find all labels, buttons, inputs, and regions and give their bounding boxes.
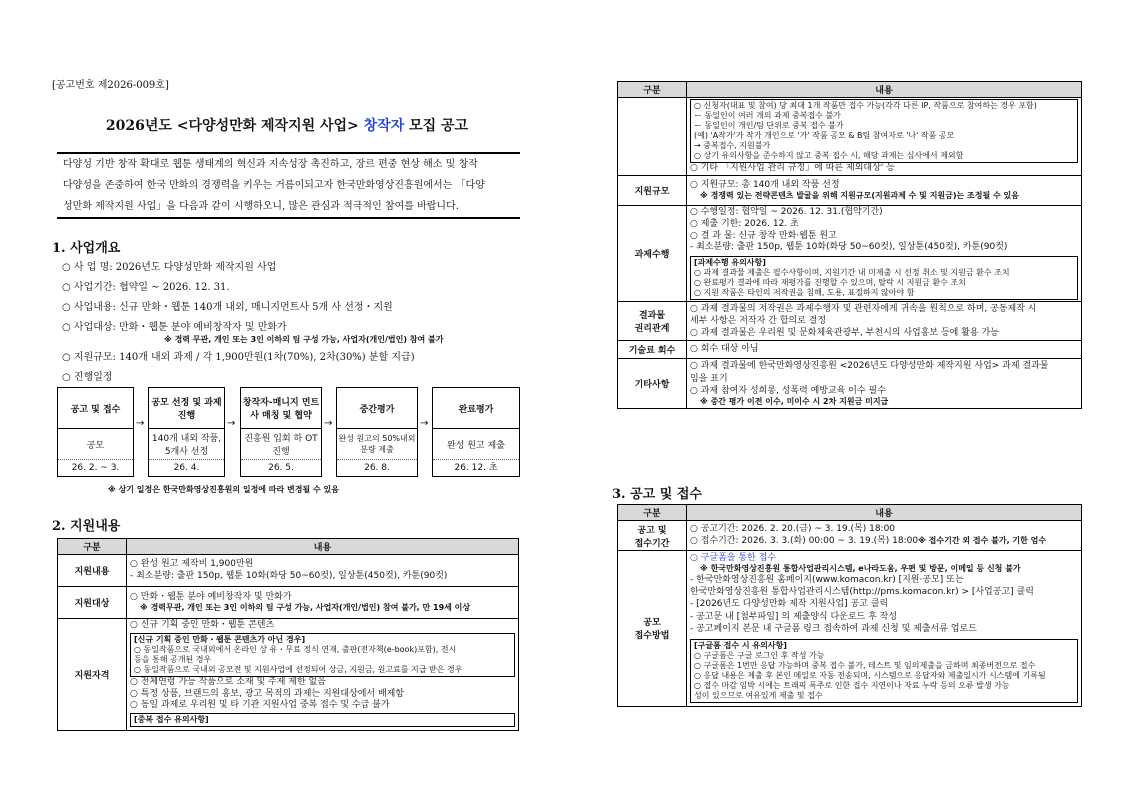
note-line: 등을 통해 공개된 경우 [134, 655, 212, 665]
flow-step-title: 완료평가 [433, 388, 519, 429]
flow-step [148, 387, 225, 477]
intro-box [57, 152, 520, 219]
application-table [617, 504, 1082, 707]
note-line: ○ 구글폼은 구글 로그인 후 작성 가능 [694, 650, 825, 660]
note-line: → 중복접수, 지원불가 [694, 141, 771, 150]
flow-step-body: 진흥원 입회 하 OT 진행 [241, 429, 321, 460]
title-highlight: 창작자 [363, 118, 405, 134]
note-line: ー 동일인이 개인/팀 단위로 중복 접수 불가 [694, 121, 844, 130]
col-header: 내용 [127, 539, 519, 555]
note-box [130, 713, 515, 727]
row-label-line: 권리관계 [634, 324, 670, 335]
note-box [690, 639, 1078, 703]
cell-line: 한국만화영상진흥원 통합사업관리시스템(http://pms.komacon.kr) > [사업공고] 클릭 [690, 587, 1034, 598]
note-line: ○ 동일작품으로 국내외에서 온라인 상 유・무료 정식 연재, 출판(전자책(e-book)포함), 전시 [134, 645, 457, 655]
overview-item: ○ 지원규모: 140개 내외 과제 / 각 1,900만원(1차(70%), 2차(30%) 분할 지급) [62, 352, 415, 363]
notice-number: [공고번호 제2026-009호] [52, 80, 169, 91]
overview-item: ○ 사업기간: 협약일 ~ 2026. 12. 31. [62, 282, 230, 293]
flow-step-body: 완성 원고 제출 [433, 429, 519, 460]
cell-line: ○ 과제 결과물에 한국만화영상진흥원 <2026년도 다양성만화 제작지원 사업> 과제 결과물 [690, 361, 1049, 372]
flow-step-title: 공고 및 접수 [58, 388, 133, 429]
cell-line: 세부 사항은 저작자 간 합의로 결정 [690, 316, 827, 327]
flow-step [336, 387, 418, 477]
intro-bottom-rule [57, 217, 520, 219]
cell-line: ○ 공고기간: 2026. 2. 20.(금) ~ 3. 19.(목) 18:00 [690, 524, 896, 535]
row-label-line: 공고 및 [637, 525, 667, 536]
note-box-title: [신규 기획 중인 만화・웹툰 콘텐츠가 아닌 경우] [134, 635, 306, 645]
note-line: ○ 지원 작품은 타인의 저작권을 침해, 도용, 표절하지 않아야 함 [694, 288, 915, 297]
section1-list-2 [62, 348, 415, 388]
note-line: 성이 있으므로 여유있게 제출 및 접수 [694, 690, 823, 700]
requirements-table [617, 81, 1082, 409]
flow-step-date: 26. 5. [268, 463, 294, 473]
col-header: 구분 [58, 539, 127, 555]
arrow-right-icon: → [420, 418, 429, 429]
flow-step-title: 공모 선정 및 과제 진행 [149, 388, 224, 429]
arrow-right-icon: → [324, 418, 333, 429]
row-label: 과제수행 [618, 206, 687, 302]
row-label-line: 공모 [643, 618, 661, 629]
note-box-title: [과제수행 유의사항] [694, 258, 766, 267]
cell-line: - 최소분량: 출판 150p, 웹툰 10화(화당 50~60컷), 일상툰(450컷), 카툰(90컷) [690, 242, 1008, 253]
row-label: 기술료 회수 [618, 341, 687, 359]
row-label-line: 접수방법 [634, 631, 670, 642]
cell-line: ○ 만화・웹툰 분야 예비창작자 및 만화가 [130, 591, 292, 602]
cell-text: ○ 접수기간: 2026. 3. 3.(화) 00:00 ~ 3. 19.(목) 18:00 [690, 535, 919, 546]
flow-step [57, 387, 134, 477]
overview-note: ※ 경력 무관, 개인 또는 3인 이하의 팀 구성 가능, 사업자(개인/법인) 참여 불가 [164, 335, 444, 344]
cell-line: ○ 기타 「지원사업 관리 규정」에 따른 제외대상' 등 [690, 163, 895, 173]
flow-step-body: 공모 [58, 429, 133, 460]
note-line: (예) 'A작가'가 작가 개인으로 '가' 작품 공모 & B팀 참여자로 '나' 작품 공모 [694, 131, 955, 140]
section2-heading: 2. 지원내용 [52, 519, 121, 534]
cell-line: ○ 신규 기획 중인 만화・웹툰 콘텐츠 [130, 620, 275, 630]
row-label-line: 접수기간 [634, 538, 670, 549]
row-label: 지원자격 [58, 619, 127, 731]
title-part2: 모집 공고 [409, 118, 469, 134]
section3-heading: 3. 공고 및 접수 [612, 487, 702, 502]
page-title [52, 115, 522, 135]
cell-line: - 한국만화영상진흥원 홈페이지(www.komacon.kr) [지원·공모] 또는 [690, 575, 964, 586]
flow-step-date: 26. 8. [364, 463, 390, 473]
cell-line: ○ 제출 기한: 2026. 12. 초 [690, 218, 799, 229]
flow-step-body: 완성 원고의 50%내외 분량 제출 [337, 429, 417, 460]
cell-line: ○ 완성 원고 제작비 1,900만원 [130, 559, 254, 570]
overview-item: ○ 사업내용: 신규 만화・웹툰 140개 내외, 매니지먼트사 5개 사 선정・지원 [62, 302, 393, 313]
flow-step-date: 26. 12. 초 [454, 463, 498, 473]
note-line: ○ 동일작품으로 국내외 공모전 및 지원사업에 선정되어 상금, 지원금, 원고료를 지급 받은 경우 [134, 665, 463, 675]
arrow-right-icon: → [136, 418, 145, 429]
section1-heading: 1. 사업개요 [52, 241, 121, 256]
overview-item: ○ 사 업 명: 2026년도 다양성만화 제작지원 사업 [62, 262, 277, 273]
schedule-note: ※ 상기 일정은 한국만화영상진흥원의 일정에 따라 변경될 수 있음 [108, 485, 339, 494]
cell-line: ○ 지원규모: 총 140개 내외 작품 선정 [690, 180, 840, 191]
note-line: ー 동일인이 여러 개의 과제 중복접수 불가 [694, 111, 841, 120]
note-box-title: [중복 접수 유의사항] [134, 715, 209, 724]
arrow-right-icon: → [227, 418, 236, 429]
note-line: ○ 구글폼은 1번만 응답 가능하며 중복 접수 불가, 테스트 및 임의제출을 금하며 최종버전으로 접수 [694, 660, 1036, 670]
flow-step-date: 26. 4. [173, 463, 200, 473]
cell-line: ○ 과제 결과물은 우리원 및 문화체육관광부, 부천시의 사업홍보 등에 활용 가능 [690, 328, 999, 339]
cell-line: - 공고문 내 [첨부파일] 의 제출양식 다운로드 후 작성 [690, 611, 898, 622]
row-label: 지원대상 [58, 587, 127, 619]
note-box-title: [구글폼 접수 시 유의사항] [694, 640, 787, 650]
cell-line: ○ 회수 대상 아님 [687, 341, 1082, 359]
col-header: 내용 [687, 505, 1082, 521]
title-part1: 2026년도 <다양성만화 제작지원 사업> [105, 118, 359, 134]
note-line: ○ 신청자(대표 및 참여) 당 최대 1개 작품만 접수 가능(각각 다른 IP, 작품으로 참여하는 경우 포함) [694, 101, 1037, 110]
cell-line: 임을 표기 [690, 373, 728, 384]
note-box [690, 99, 1078, 163]
col-header: 구분 [618, 82, 687, 98]
cell-line: ○ 전체연령 가능 작품으로 소재 및 주제 제한 없음 [130, 677, 326, 688]
flow-step [240, 387, 322, 477]
note-line: ○ 상기 유의사항을 준수하지 않고 중복 접수 시, 해당 과제는 심사에서 제외함 [694, 151, 964, 160]
note-box [130, 633, 515, 677]
row-label: 지원내용 [58, 555, 127, 587]
flow-step-title: 중간평가 [337, 388, 417, 429]
cell-line: - 최소분량: 출판 150p, 웹툰 10화(화당 50~60컷), 일상툰(450컷), 카툰(90컷) [130, 570, 448, 581]
row-label [618, 302, 687, 341]
cell-line: ○ 과제 결과물의 저작권은 과제수행자 및 관련자에게 귀속을 원칙으로 하며, 공동제작 시 [690, 304, 1037, 314]
overview-item: ○ 사업대상: 만화・웹툰 분야 예비창작자 및 만화가 [62, 322, 287, 333]
row-label-line: 결과물 [638, 311, 666, 322]
cell-line: - 공고페이지 본문 내 구글폼 링크 접속하여 과제 신청 및 제출서류 업로드 [690, 623, 977, 634]
flow-step-body: 140개 내외 작품, 5개사 선정 [149, 429, 224, 460]
note-line: ○ 응답 내용은 제출 후 본인 메일로 자동 전송되며, 시스템으로 응답자와 제출일시가 시스템에 기록됨 [694, 670, 1046, 680]
note-line: ○ 완료평가 결과에 따라 재평가를 진행할 수 있으며, 탈락 시 지원금 환수 조치 [694, 278, 966, 287]
cell-line: ○ 특정 상품, 브랜드의 홍보, 광고 목적의 과제는 지원대상에서 배제함 [130, 688, 405, 699]
cell-note: ※ 경쟁력 있는 전략콘텐츠 발굴을 위해 지원규모(지원과제 수 및 지원금)는 조정될 수 있음 [700, 191, 1019, 201]
intro-line: 다양성 기반 창작 확대로 웹툰 생태계의 혁신과 지속성장 촉진하고, 장르 편중 현상 해소 및 창작 [63, 159, 478, 170]
row-label: 지원규모 [618, 176, 687, 206]
flow-step-date: 26. 2. ~ 3. [71, 463, 120, 473]
col-header: 구분 [618, 505, 687, 521]
overview-item: ○ 진행일정 [62, 372, 113, 383]
cell-line: ○ 결 과 물: 신규 창작 만화·웹툰 원고 [690, 230, 837, 241]
cell-line: - [2026년도 다양성만화 제작 지원사업] 공고 클릭 [690, 599, 889, 610]
note-line: ○ 과제 결과물 제출은 필수사항이며, 지원기간 내 미제출 시 선정 취소 및 지원금 환수 조치 [694, 268, 1010, 277]
flow-step [432, 387, 520, 477]
row-label [618, 551, 687, 707]
col-header: 내용 [687, 82, 1082, 98]
intro-line: 성만화 제작지원 사업」을 다음과 같이 시행하오니, 많은 관심과 적극적인 참여를 바랍니다. [63, 201, 459, 212]
note-line: ○ 접수 마감 임박 시에는 트래픽 폭주로 인한 접수 지연이나 자료 누락 등의 오류 발생 가능 [694, 680, 1010, 690]
cell-line: ○ 구글폼을 통한 접수 [690, 553, 776, 563]
section1-list [62, 258, 393, 338]
cell-note: ※ 한국만화영상진흥원 통합사업관리시스템, e나라도움, 우편 및 방문, 이메일 등 신청 불가 [700, 564, 1021, 574]
support-table [57, 538, 519, 731]
row-label: 기타사항 [618, 359, 687, 408]
cell-line [690, 536, 1078, 547]
cell-note: ※ 중간 평가 이전 이수, 미이수 시 2차 지원금 미지급 [700, 396, 889, 406]
cell-line: ○ 동일 과제로 우리원 및 타 기관 지원사업 중복 접수 및 수급 불가 [130, 699, 390, 710]
cell-line: ○ 과제 참여자 성희롱, 성폭력 예방교육 이수 필수 [690, 385, 886, 396]
row-label [618, 521, 687, 551]
cell-note: ※ 접수기간 외 접수 불가, 기한 엄수 [918, 535, 1047, 545]
note-box [690, 256, 1078, 300]
cell-line: ○ 수행일정: 협약일 ~ 2026. 12. 31.(협약기간) [690, 207, 883, 218]
cell-note: ※ 경력무관, 개인 또는 3인 이하의 팀 구성 가능, 사업자(개인/법인) 참여 불가, 만 19세 이상 [140, 603, 471, 613]
intro-line: 다양성을 존중하여 한국 만화의 경쟁력을 키우는 거름이되고자 한국만화영상진흥원에서는 「다양 [63, 180, 485, 191]
flow-step-title: 창작자-매니지 먼트사 매칭 및 협약 [241, 388, 321, 429]
